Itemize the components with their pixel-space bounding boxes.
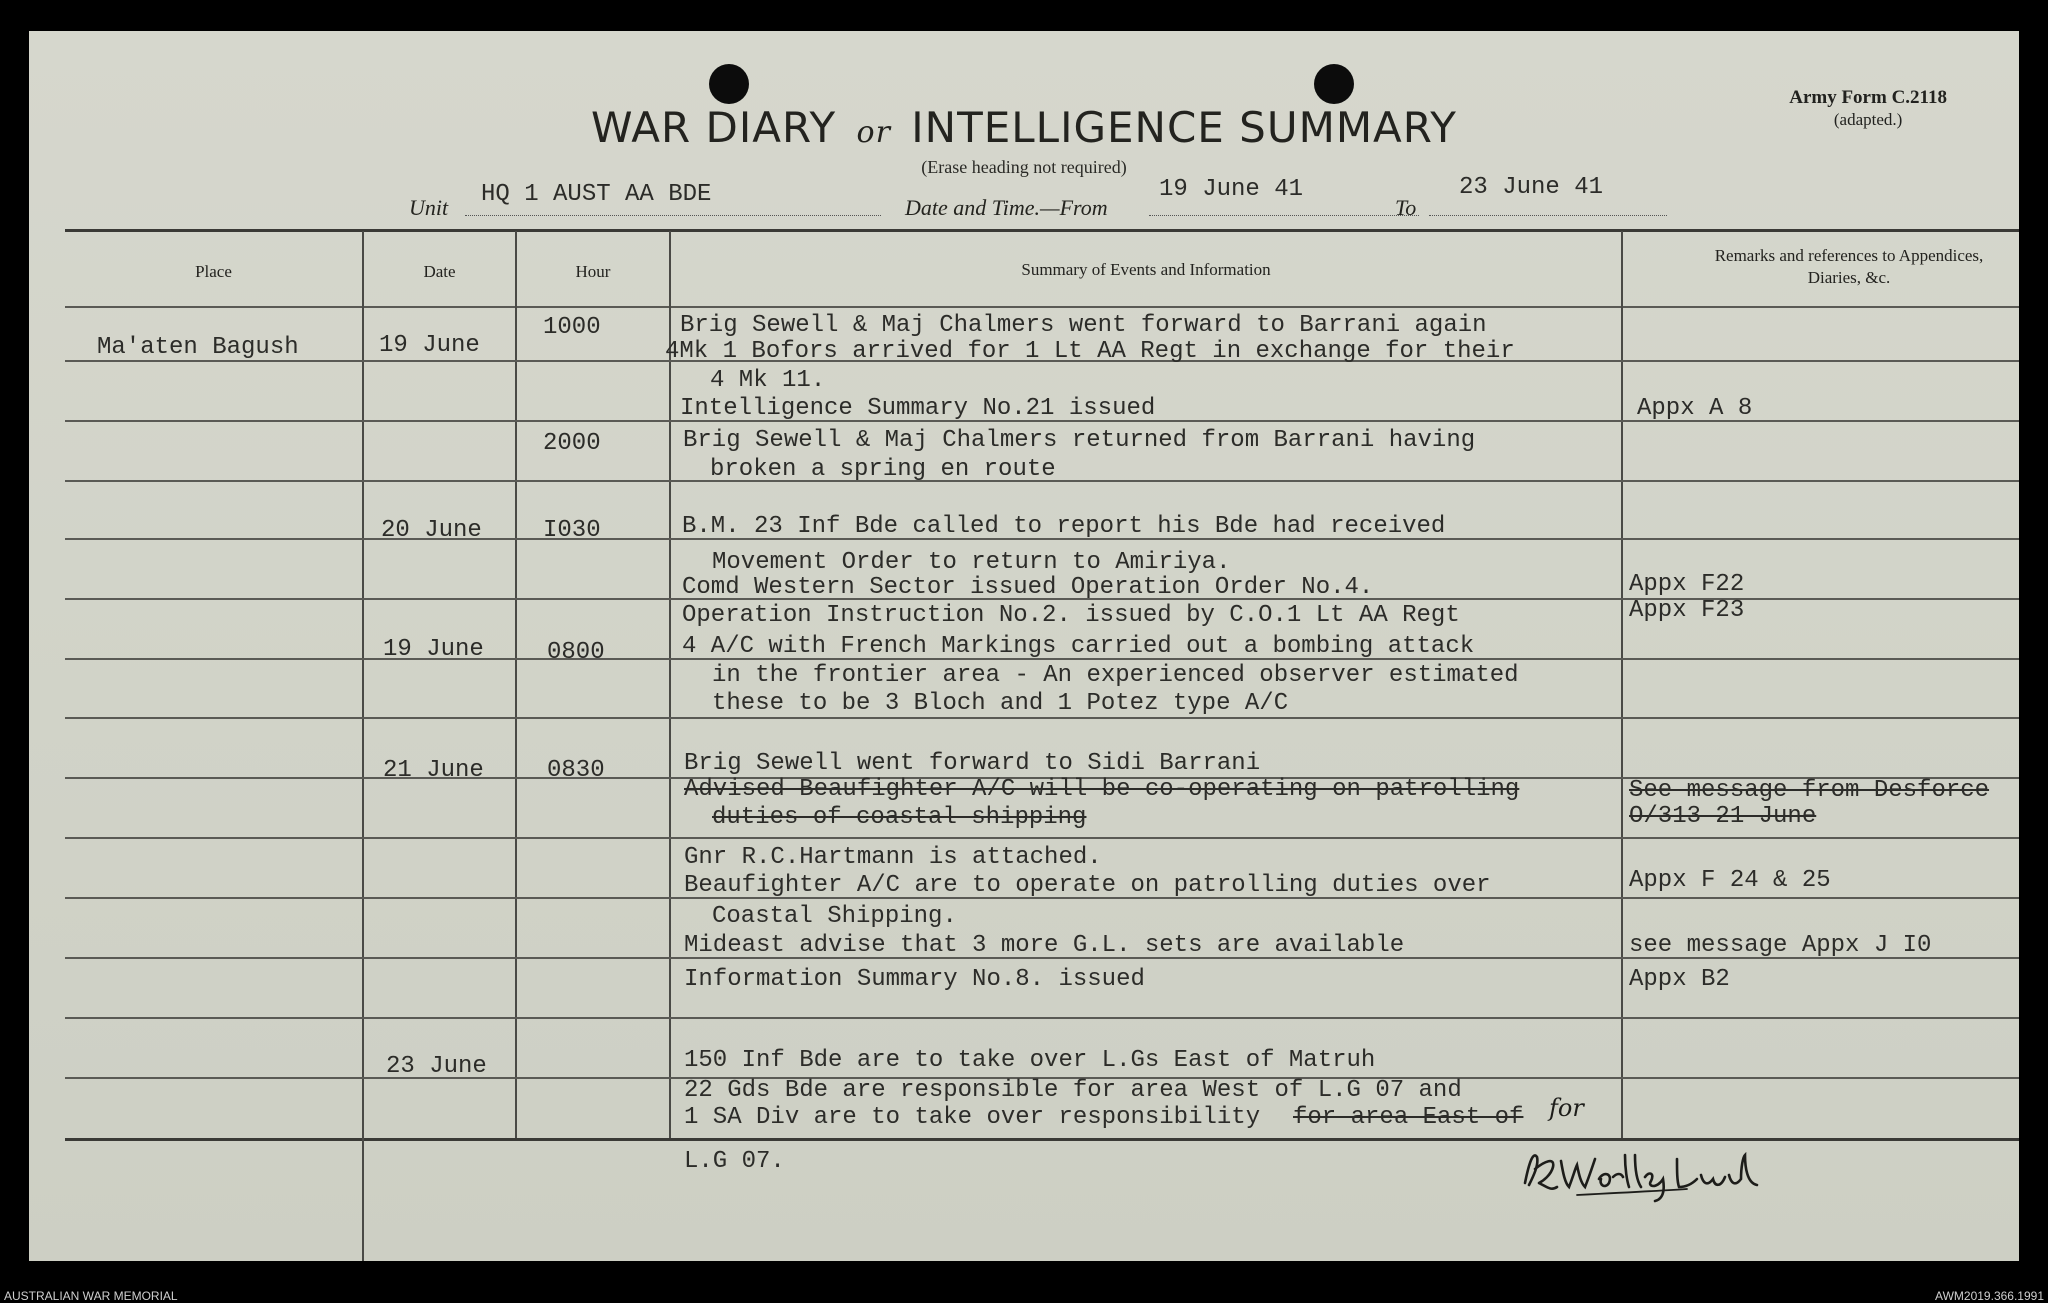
army-form-reference	[1789, 87, 1947, 131]
title-intelligence-summary: INTELLIGENCE SUMMARY	[911, 103, 1457, 152]
summary-line: Mideast advise that 3 more G.L. sets are available	[684, 932, 1405, 959]
remark-cell: Appx A 8	[1637, 395, 1753, 422]
title-or: or	[856, 115, 891, 150]
struck-summary-line: Advised Beaufighter A/C will be co-operating on patrolling	[684, 776, 1520, 803]
summary-line: Intelligence Summary No.21 issued	[680, 395, 1156, 422]
summary-line: 22 Gds Bde are responsible for area West of L.G 07 and	[684, 1077, 1462, 1104]
column-header-date: Date	[423, 262, 456, 281]
handwritten-insertion: for	[1549, 1094, 1584, 1122]
unit-dotted-line	[465, 215, 881, 216]
from-value: 19 June 41	[1159, 176, 1304, 203]
summary-line: B.M. 23 Inf Bde called to report his Bde had received	[682, 513, 1446, 540]
summary-line: these to be 3 Bloch and 1 Potez type A/C	[712, 690, 1289, 717]
summary-line: Operation Instruction No.2. issued by C.O.1 Lt AA Regt	[682, 602, 1460, 629]
column-divider	[515, 231, 517, 1138]
summary-line: Movement Order to return to Amiriya.	[712, 549, 1231, 576]
header-rule	[65, 306, 2019, 308]
table-bottom-rule	[65, 1138, 2019, 1141]
summary-line: broken a spring en route	[710, 456, 1056, 483]
row-rule	[65, 717, 2019, 719]
title-war-diary: WAR DIARY	[591, 103, 837, 152]
summary-line: 4 A/C with French Markings carried out a bombing attack	[682, 633, 1475, 660]
summary-line: Brig Sewell & Maj Chalmers returned from Barrani having	[683, 427, 1476, 454]
archive-credit: AUSTRALIAN WAR MEMORIAL	[4, 1289, 178, 1303]
army-form-adapted: (adapted.)	[1833, 110, 1903, 129]
summary-line: 4 Mk 11.	[710, 367, 826, 394]
column-divider	[1621, 231, 1623, 1138]
to-value: 23 June 41	[1459, 174, 1604, 201]
date-cell: 19 June	[379, 332, 480, 359]
date-cell: 23 June	[386, 1053, 487, 1080]
row-rule	[65, 1017, 2019, 1019]
row-rule	[65, 837, 2019, 839]
summary-line: Beaufighter A/C are to operate on patrolling duties over	[684, 872, 1491, 899]
summary-line: Brig Sewell & Maj Chalmers went forward to Barrani again	[680, 312, 1487, 339]
summary-line: Coastal Shipping.	[712, 903, 957, 930]
summary-line: Comd Western Sector issued Operation Order No.4.	[682, 574, 1374, 601]
remark-cell: see message Appx J I0	[1629, 932, 1932, 959]
summary-line: Brig Sewell went forward to Sidi Barrani	[684, 750, 1261, 777]
hour-cell: 2000	[543, 430, 601, 457]
form-title	[29, 103, 2019, 152]
diary-page	[29, 31, 2019, 1261]
summary-line: Information Summary No.8. issued	[684, 966, 1145, 993]
column-header-remarks: Remarks and references to Appendices, Diaries, &c.	[1714, 246, 1984, 287]
struck-remark: O/313 21 June	[1629, 803, 1817, 830]
table-top-rule	[65, 229, 2019, 232]
struck-summary-line: duties of coastal shipping	[712, 804, 1087, 831]
from-dotted-line	[1149, 215, 1419, 216]
summary-line: 4Mk 1 Bofors arrived for 1 Lt AA Regt in exchange for their	[665, 338, 1515, 365]
remark-cell: Appx F23	[1629, 597, 1745, 624]
date-from-label: Date and Time.—From	[905, 195, 1108, 220]
archive-item-number: AWM2019.366.1991	[1935, 1289, 2044, 1303]
summary-line: Gnr R.C.Hartmann is attached.	[684, 844, 1102, 871]
summary-line: in the frontier area - An experienced observer estimated	[712, 662, 1519, 689]
to-dotted-line	[1429, 215, 1667, 216]
struck-summary-phrase: for area East of	[1293, 1104, 1524, 1131]
summary-line: 150 Inf Bde are to take over L.Gs East of Matruh	[684, 1047, 1376, 1074]
remark-cell: Appx F 24 & 25	[1629, 867, 1831, 894]
date-cell: 20 June	[381, 517, 482, 544]
date-cell: 21 June	[383, 757, 484, 784]
place-cell: Ma'aten Bagush	[97, 334, 299, 361]
hour-cell: 1000	[543, 314, 601, 341]
hour-cell: 0830	[547, 757, 605, 784]
remark-cell: Appx B2	[1629, 966, 1730, 993]
punch-hole	[1314, 64, 1354, 104]
summary-line: L.G 07.	[684, 1148, 785, 1175]
army-form-number: Army Form C.2118	[1789, 87, 1947, 108]
unit-label: Unit	[409, 195, 449, 220]
remark-cell: Appx F22	[1629, 571, 1745, 598]
to-label: To	[1395, 195, 1417, 220]
unit-value: HQ 1 AUST AA BDE	[481, 181, 712, 208]
hour-cell: I030	[543, 517, 601, 544]
column-header-place: Place	[195, 262, 232, 281]
column-header-hour: Hour	[575, 262, 611, 281]
hour-cell: 0800	[547, 639, 605, 666]
handwritten-signature	[1517, 1143, 1767, 1203]
summary-line: 1 SA Div are to take over responsibility	[684, 1104, 1261, 1131]
column-divider	[362, 231, 364, 1261]
date-cell: 19 June	[383, 636, 484, 663]
erase-note: (Erase heading not required)	[921, 157, 1127, 177]
column-header-summary: Summary of Events and Information	[1021, 260, 1271, 279]
struck-remark: See message from Desforce	[1629, 777, 1990, 804]
punch-hole	[709, 64, 749, 104]
column-divider	[669, 231, 671, 1138]
